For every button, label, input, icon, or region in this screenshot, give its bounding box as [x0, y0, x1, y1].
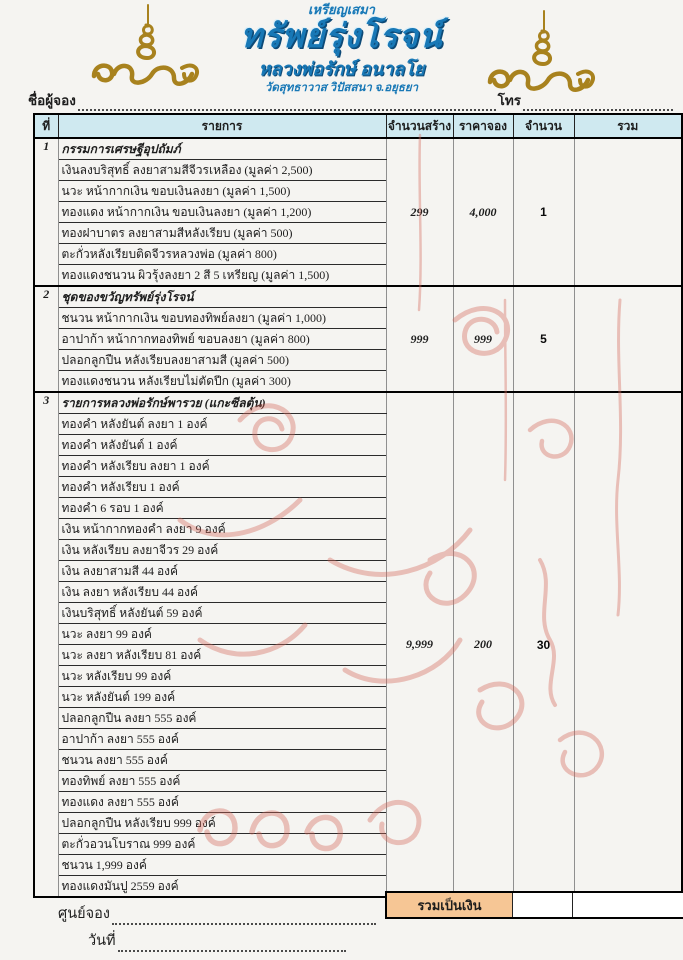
row-number-cell: 3 — [34, 392, 58, 897]
date-field[interactable] — [118, 936, 346, 952]
grand-total-amount-cell[interactable] — [573, 893, 683, 917]
total-fill-cell[interactable] — [574, 286, 682, 392]
item-cell: เงินลงบริสุทธิ์ ลงยาสามสีจีวรเหลือง (มูลค่า 2,500) — [58, 160, 386, 181]
row-number-cell: 1 — [34, 138, 58, 286]
column-header-4: จำนวน — [513, 114, 574, 138]
table-row — [34, 392, 682, 414]
item-cell: เงิน หลังเรียบ ลงยาจีวร 29 องค์ — [58, 540, 386, 561]
total-fill-cell[interactable] — [574, 138, 682, 286]
item-cell: ปลอกลูกปืน หลังเรียบ 999 องค์ — [58, 813, 386, 834]
item-cell: ทองฝาบาตร ลงยาสามสีหลังเรียบ (มูลค่า 500) — [58, 223, 386, 244]
item-cell: ทองทิพย์ ลงยา 555 องค์ — [58, 771, 386, 792]
item-cell: ชนวน 1,999 องค์ — [58, 855, 386, 876]
column-header-5: รวม — [574, 114, 682, 138]
booking-price-cell: 4,000 — [453, 138, 513, 286]
quantity-made-cell: 999 — [386, 286, 453, 392]
order-table-body — [34, 138, 682, 897]
item-cell: เงิน หน้ากากทองคำ ลงยา 9 องค์ — [58, 519, 386, 540]
temple-name: วัดสุทธาวาส วิปัสสนา จ.อยุธยา — [264, 81, 419, 94]
item-cell: นวะ หลังเรียบ 99 องค์ — [58, 666, 386, 687]
total-fill-cell[interactable] — [574, 392, 682, 897]
row-number-cell: 2 — [34, 286, 58, 392]
item-cell: ทองคำ 6 รอบ 1 องค์ — [58, 498, 386, 519]
quantity-fill-cell[interactable]: 5 — [513, 286, 574, 392]
item-cell: ทองคำ หลังเรียบ ลงยา 1 องค์ — [58, 456, 386, 477]
date-line — [88, 932, 348, 952]
phone-field[interactable] — [523, 95, 673, 111]
item-cell: นวะ ลงยา 99 องค์ — [58, 624, 386, 645]
item-cell: ชนวน ลงยา 555 องค์ — [58, 750, 386, 771]
item-cell: ทองคำ หลังยันต์ ลงยา 1 องค์ — [58, 414, 386, 435]
booker-line — [28, 93, 675, 111]
item-cell: ทองแดงชนวน หลังเรียบไม่ตัดปีก (มูลค่า 300) — [58, 371, 386, 393]
booker-name-field[interactable] — [78, 95, 496, 111]
booking-center-line — [58, 905, 378, 925]
date-label: วันที่ — [88, 933, 116, 949]
quantity-made-cell: 9,999 — [386, 392, 453, 897]
section-title-cell: ชุดของขวัญทรัพย์รุ่งโรจน์ — [58, 286, 386, 308]
quantity-fill-cell[interactable]: 1 — [513, 138, 574, 286]
item-cell: ทองแดงชนวน ผิวรุ้งลงยา 2 สี 5 เหรียญ (มูลค่า 1,500) — [58, 265, 386, 287]
section-title-cell: รายการหลวงพ่อรักษ์พารวย (แกะซีลตุ้น) — [58, 392, 386, 414]
item-cell: อาปาก้า ลงยา 555 องค์ — [58, 729, 386, 750]
grand-total-label: รวมเป็นเงิน — [387, 893, 513, 917]
item-cell: ทองแดง หน้ากากเงิน ขอบเงินลงยา (มูลค่า 1,200) — [58, 202, 386, 223]
booking-price-cell: 200 — [453, 392, 513, 897]
item-cell: ตะกั่วหลังเรียบติดจีวรหลวงพ่อ (มูลค่า 800) — [58, 244, 386, 265]
item-cell: ปลอกลูกปืน หลังเรียบลงยาสามสี (มูลค่า 500) — [58, 350, 386, 371]
item-cell: ทองคำ หลังยันต์ 1 องค์ — [58, 435, 386, 456]
grand-total-row — [385, 891, 683, 919]
table-row — [34, 138, 682, 160]
item-cell: เงินบริสุทธิ์ หลังยันต์ 59 องค์ — [58, 603, 386, 624]
booking-price-cell: 999 — [453, 286, 513, 392]
item-cell: เงิน ลงยา หลังเรียบ 44 องค์ — [58, 582, 386, 603]
phone-label: โทร — [497, 93, 521, 108]
booking-center-label: ศูนย์จอง — [58, 906, 110, 922]
booking-center-field[interactable] — [112, 909, 376, 925]
order-table — [33, 113, 683, 898]
grand-total-quantity-cell[interactable] — [513, 893, 573, 917]
item-cell: ทองแดงมันปู 2559 องค์ — [58, 876, 386, 898]
order-table-head — [34, 114, 682, 138]
column-header-3: ราคาจอง — [453, 114, 513, 138]
header-row — [34, 114, 682, 138]
column-header-0: ที่ — [34, 114, 58, 138]
item-cell: เงิน ลงยาสามสี 44 องค์ — [58, 561, 386, 582]
quantity-made-cell: 299 — [386, 138, 453, 286]
quantity-fill-cell[interactable]: 30 — [513, 392, 574, 897]
table-row — [34, 286, 682, 308]
section-title-cell: กรรมการเศรษฐีอุปถัมภ์ — [58, 138, 386, 160]
item-cell: ชนวน หน้ากากเงิน ขอบทองทิพย์ลงยา (มูลค่า 1,000) — [58, 308, 386, 329]
page-title: ทรัพย์รุ่งโรจน์ — [240, 18, 443, 55]
column-header-1: รายการ — [58, 114, 386, 138]
item-cell: ทองแดง ลงยา 555 องค์ — [58, 792, 386, 813]
item-cell: ทองคำ หลังเรียบ 1 องค์ — [58, 477, 386, 498]
coin-type-label: เหรียญเสมา — [308, 2, 375, 17]
item-cell: ตะกั่วอวนโบราณ 999 องค์ — [58, 834, 386, 855]
item-cell: อาปาก้า หน้ากากทองทิพย์ ขอบลงยา (มูลค่า 800) — [58, 329, 386, 350]
item-cell: ปลอกลูกปืน ลงยา 555 องค์ — [58, 708, 386, 729]
monk-name: หลวงพ่อรักษ์ อนาลโย — [258, 58, 425, 79]
booker-name-label: ชื่อผู้จอง — [28, 93, 76, 108]
item-cell: นวะ ลงยา หลังเรียบ 81 องค์ — [58, 645, 386, 666]
column-header-2: จำนวนสร้าง — [386, 114, 453, 138]
item-cell: นวะ หลังยันต์ 199 องค์ — [58, 687, 386, 708]
item-cell: นวะ หน้ากากเงิน ขอบเงินลงยา (มูลค่า 1,500) — [58, 181, 386, 202]
doc-header — [0, 3, 683, 95]
